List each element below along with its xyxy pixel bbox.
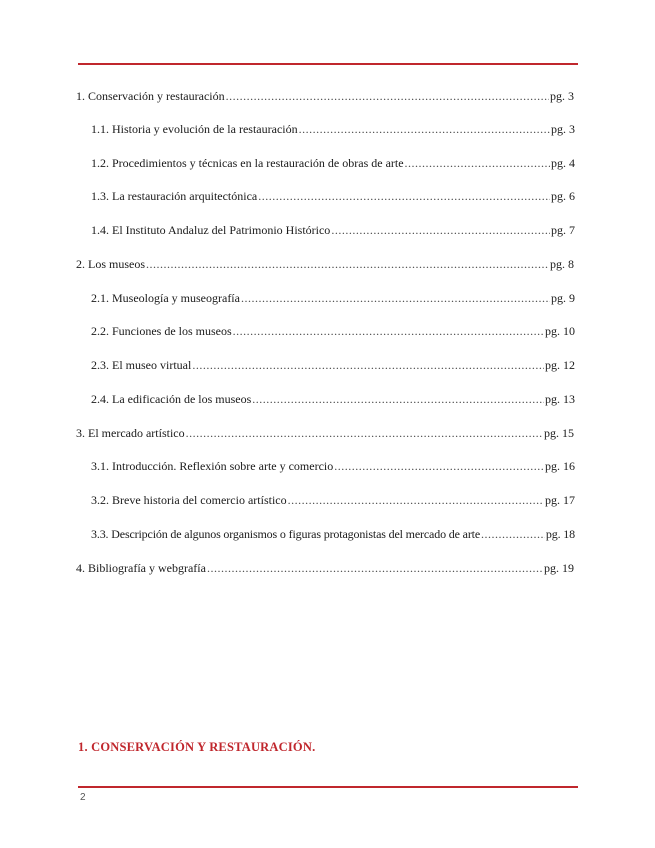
toc-leader-dots bbox=[252, 392, 544, 407]
page-number: 2 bbox=[80, 792, 86, 803]
toc-entry-2-3[interactable] bbox=[91, 358, 575, 373]
toc-label: 2.2. Funciones de los museos bbox=[91, 324, 232, 338]
section-heading: 1. CONSERVACIÓN Y RESTAURACIÓN. bbox=[78, 740, 316, 754]
toc-entry-3-2[interactable] bbox=[91, 493, 575, 508]
toc-page-ref: pg. 10 bbox=[545, 324, 575, 338]
toc-leader-dots bbox=[226, 89, 549, 104]
toc-entry-1-3[interactable] bbox=[91, 189, 575, 204]
toc-page-ref: pg. 16 bbox=[545, 459, 575, 473]
toc-label: 2. Los museos bbox=[76, 257, 145, 271]
toc-label: 1.3. La restauración arquitectónica bbox=[91, 189, 258, 203]
toc-leader-dots bbox=[288, 493, 544, 508]
toc-label: 3.1. Introducción. Reflexión sobre arte y comercio bbox=[91, 459, 334, 473]
toc-leader-dots bbox=[405, 156, 550, 171]
toc-page-ref: pg. 19 bbox=[544, 561, 574, 575]
toc-page-ref: pg. 17 bbox=[545, 493, 575, 507]
toc-label: 1.2. Procedimientos y técnicas en la restauración de obras de arte bbox=[91, 156, 404, 170]
toc-page-ref: pg. 8 bbox=[550, 257, 574, 271]
toc-label: 3.2. Breve historia del comercio artístico bbox=[91, 493, 287, 507]
toc-page-ref: pg. 12 bbox=[545, 358, 575, 372]
toc-leader-dots bbox=[192, 358, 544, 373]
toc-entry-3-3[interactable] bbox=[91, 527, 575, 542]
toc-page-ref: pg. 3 bbox=[550, 89, 574, 103]
toc-entry-4[interactable] bbox=[76, 561, 574, 576]
toc-leader-dots bbox=[299, 122, 550, 137]
toc-entry-3[interactable] bbox=[76, 426, 574, 441]
toc-leader-dots bbox=[207, 561, 543, 576]
toc-label: 4. Bibliografía y webgrafía bbox=[76, 561, 206, 575]
toc-entry-3-1[interactable] bbox=[91, 459, 575, 474]
toc-leader-dots bbox=[186, 426, 543, 441]
toc-leader-dots bbox=[241, 291, 550, 306]
toc-label: 1. Conservación y restauración bbox=[76, 89, 225, 103]
toc-page-ref: pg. 7 bbox=[551, 223, 575, 237]
toc-label: 3.3. Descripción de algunos organismos o figuras protagonistas del mercado de arte bbox=[91, 527, 481, 541]
toc-page-ref: pg. 3 bbox=[551, 122, 575, 136]
toc-leader-dots bbox=[334, 459, 544, 474]
toc-entry-1-4[interactable] bbox=[91, 223, 575, 238]
toc-page-ref: pg. 6 bbox=[551, 189, 575, 203]
footer-rule bbox=[78, 786, 578, 788]
toc-page-ref: pg. 9 bbox=[551, 291, 575, 305]
toc-page-ref: pg. 15 bbox=[544, 426, 574, 440]
toc-label: 2.1. Museología y museografía bbox=[91, 291, 240, 305]
toc-leader-dots bbox=[258, 189, 550, 204]
toc-label: 2.4. La edificación de los museos bbox=[91, 392, 252, 406]
toc-page-ref: pg. 4 bbox=[551, 156, 575, 170]
toc-page-ref: pg. 13 bbox=[545, 392, 575, 406]
toc-entry-2[interactable] bbox=[76, 257, 574, 272]
toc-leader-dots bbox=[331, 223, 550, 238]
toc-leader-dots bbox=[481, 527, 545, 542]
toc-entry-2-4[interactable] bbox=[91, 392, 575, 407]
toc-entry-1-2[interactable] bbox=[91, 156, 575, 171]
toc-page-ref: pg. 18 bbox=[545, 527, 575, 541]
toc-entry-1[interactable] bbox=[76, 89, 574, 104]
toc-label: 2.3. El museo virtual bbox=[91, 358, 192, 372]
toc-leader-dots bbox=[233, 324, 544, 339]
toc-entry-2-2[interactable] bbox=[91, 324, 575, 339]
toc-entry-2-1[interactable] bbox=[91, 291, 575, 306]
toc-label: 1.4. El Instituto Andaluz del Patrimonio Histórico bbox=[91, 223, 331, 237]
toc-label: 1.1. Historia y evolución de la restauración bbox=[91, 122, 298, 136]
toc-entry-1-1[interactable] bbox=[91, 122, 575, 137]
toc-label: 3. El mercado artístico bbox=[76, 426, 185, 440]
toc-leader-dots bbox=[146, 257, 549, 272]
